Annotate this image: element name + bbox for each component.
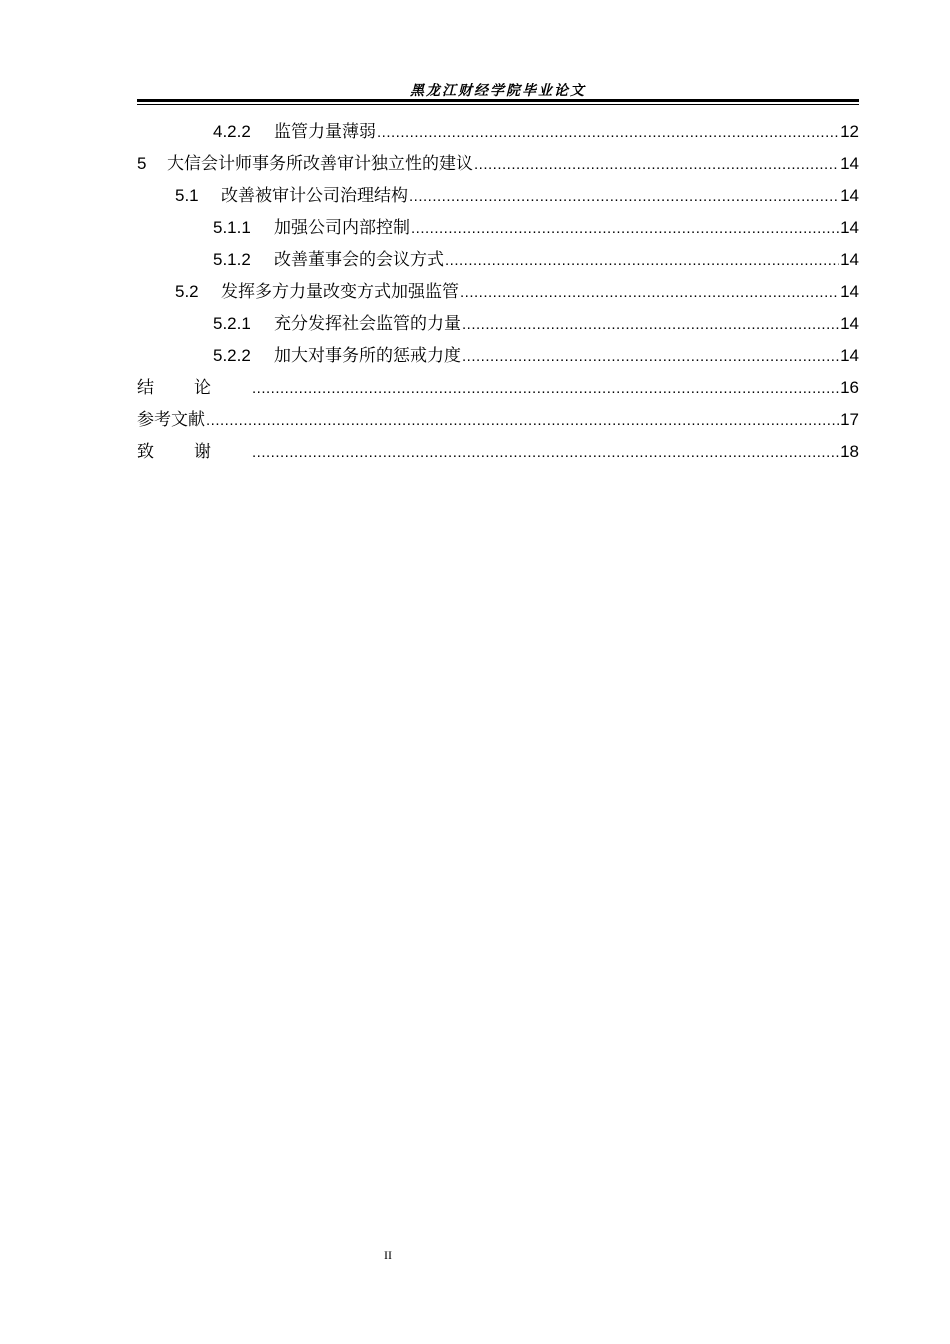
toc-page-number: 17 — [840, 410, 859, 429]
toc-title: 充分发挥社会监管的力量 — [274, 314, 461, 334]
toc-number: 5.2.1 — [213, 314, 251, 333]
toc-number: 5.1.1 — [213, 218, 251, 237]
toc-entry-5-1[interactable] — [137, 180, 859, 212]
toc-leader-dots — [252, 373, 839, 405]
toc-title: 大信会计师事务所改善审计独立性的建议 — [167, 154, 473, 174]
toc-title: 加大对事务所的惩戒力度 — [274, 346, 461, 366]
toc-leader-dots — [445, 245, 839, 277]
toc-number: 5.2.2 — [213, 346, 251, 365]
toc-page-number: 14 — [840, 250, 859, 269]
toc-title: 改善被审计公司治理结构 — [221, 186, 408, 206]
toc-number: 5.2 — [175, 282, 199, 301]
toc-entry-5-2[interactable] — [137, 276, 859, 308]
toc-page-number: 14 — [840, 186, 859, 205]
header-rule-thin — [137, 104, 859, 105]
toc-title: 改善董事会的会议方式 — [274, 250, 444, 270]
toc-page-number: 14 — [840, 282, 859, 301]
toc-leader-dots — [460, 277, 839, 309]
toc-entry-acknowledgements[interactable] — [137, 436, 859, 468]
toc-title: 发挥多方力量改变方式加强监管 — [221, 282, 459, 302]
header-rule-thick — [137, 99, 859, 102]
toc-leader-dots — [462, 341, 839, 373]
toc-entry-references[interactable] — [137, 404, 859, 436]
toc-entry-5-2-1[interactable] — [137, 308, 859, 340]
toc-page-number: 18 — [840, 442, 859, 461]
toc-page-number: 14 — [840, 346, 859, 365]
toc-leader-dots — [474, 149, 839, 181]
toc-entry-5-1-1[interactable] — [137, 212, 859, 244]
toc-page-number: 16 — [840, 378, 859, 397]
toc-entry-4-2-2[interactable] — [137, 116, 859, 148]
toc-leader-dots — [206, 405, 839, 437]
toc-number: 5.1 — [175, 186, 199, 205]
toc-entry-conclusion[interactable] — [137, 372, 859, 404]
toc-leader-dots — [252, 437, 839, 469]
toc-page-number: 12 — [840, 122, 859, 141]
toc-title: 结论 — [137, 378, 251, 398]
toc-page-number: 14 — [840, 218, 859, 237]
toc-entry-5-1-2[interactable] — [137, 244, 859, 276]
page-footer-number: II — [384, 1248, 392, 1262]
toc-leader-dots — [377, 117, 839, 149]
toc-title: 加强公司内部控制 — [274, 218, 410, 238]
toc-title: 参考文献 — [137, 410, 205, 430]
table-of-contents — [137, 116, 859, 468]
toc-entry-5-2-2[interactable] — [137, 340, 859, 372]
toc-leader-dots — [409, 181, 839, 213]
toc-title: 致谢 — [137, 442, 251, 462]
toc-number: 4.2.2 — [213, 122, 251, 141]
toc-title: 监管力量薄弱 — [274, 122, 376, 142]
toc-entry-5[interactable] — [137, 148, 859, 180]
toc-leader-dots — [411, 213, 839, 245]
toc-number: 5 — [137, 154, 147, 173]
toc-leader-dots — [462, 309, 839, 341]
toc-page-number: 14 — [840, 314, 859, 333]
toc-number: 5.1.2 — [213, 250, 251, 269]
toc-page-number: 14 — [840, 154, 859, 173]
page-header-title: 黑龙江财经学院毕业论文 — [410, 83, 586, 99]
